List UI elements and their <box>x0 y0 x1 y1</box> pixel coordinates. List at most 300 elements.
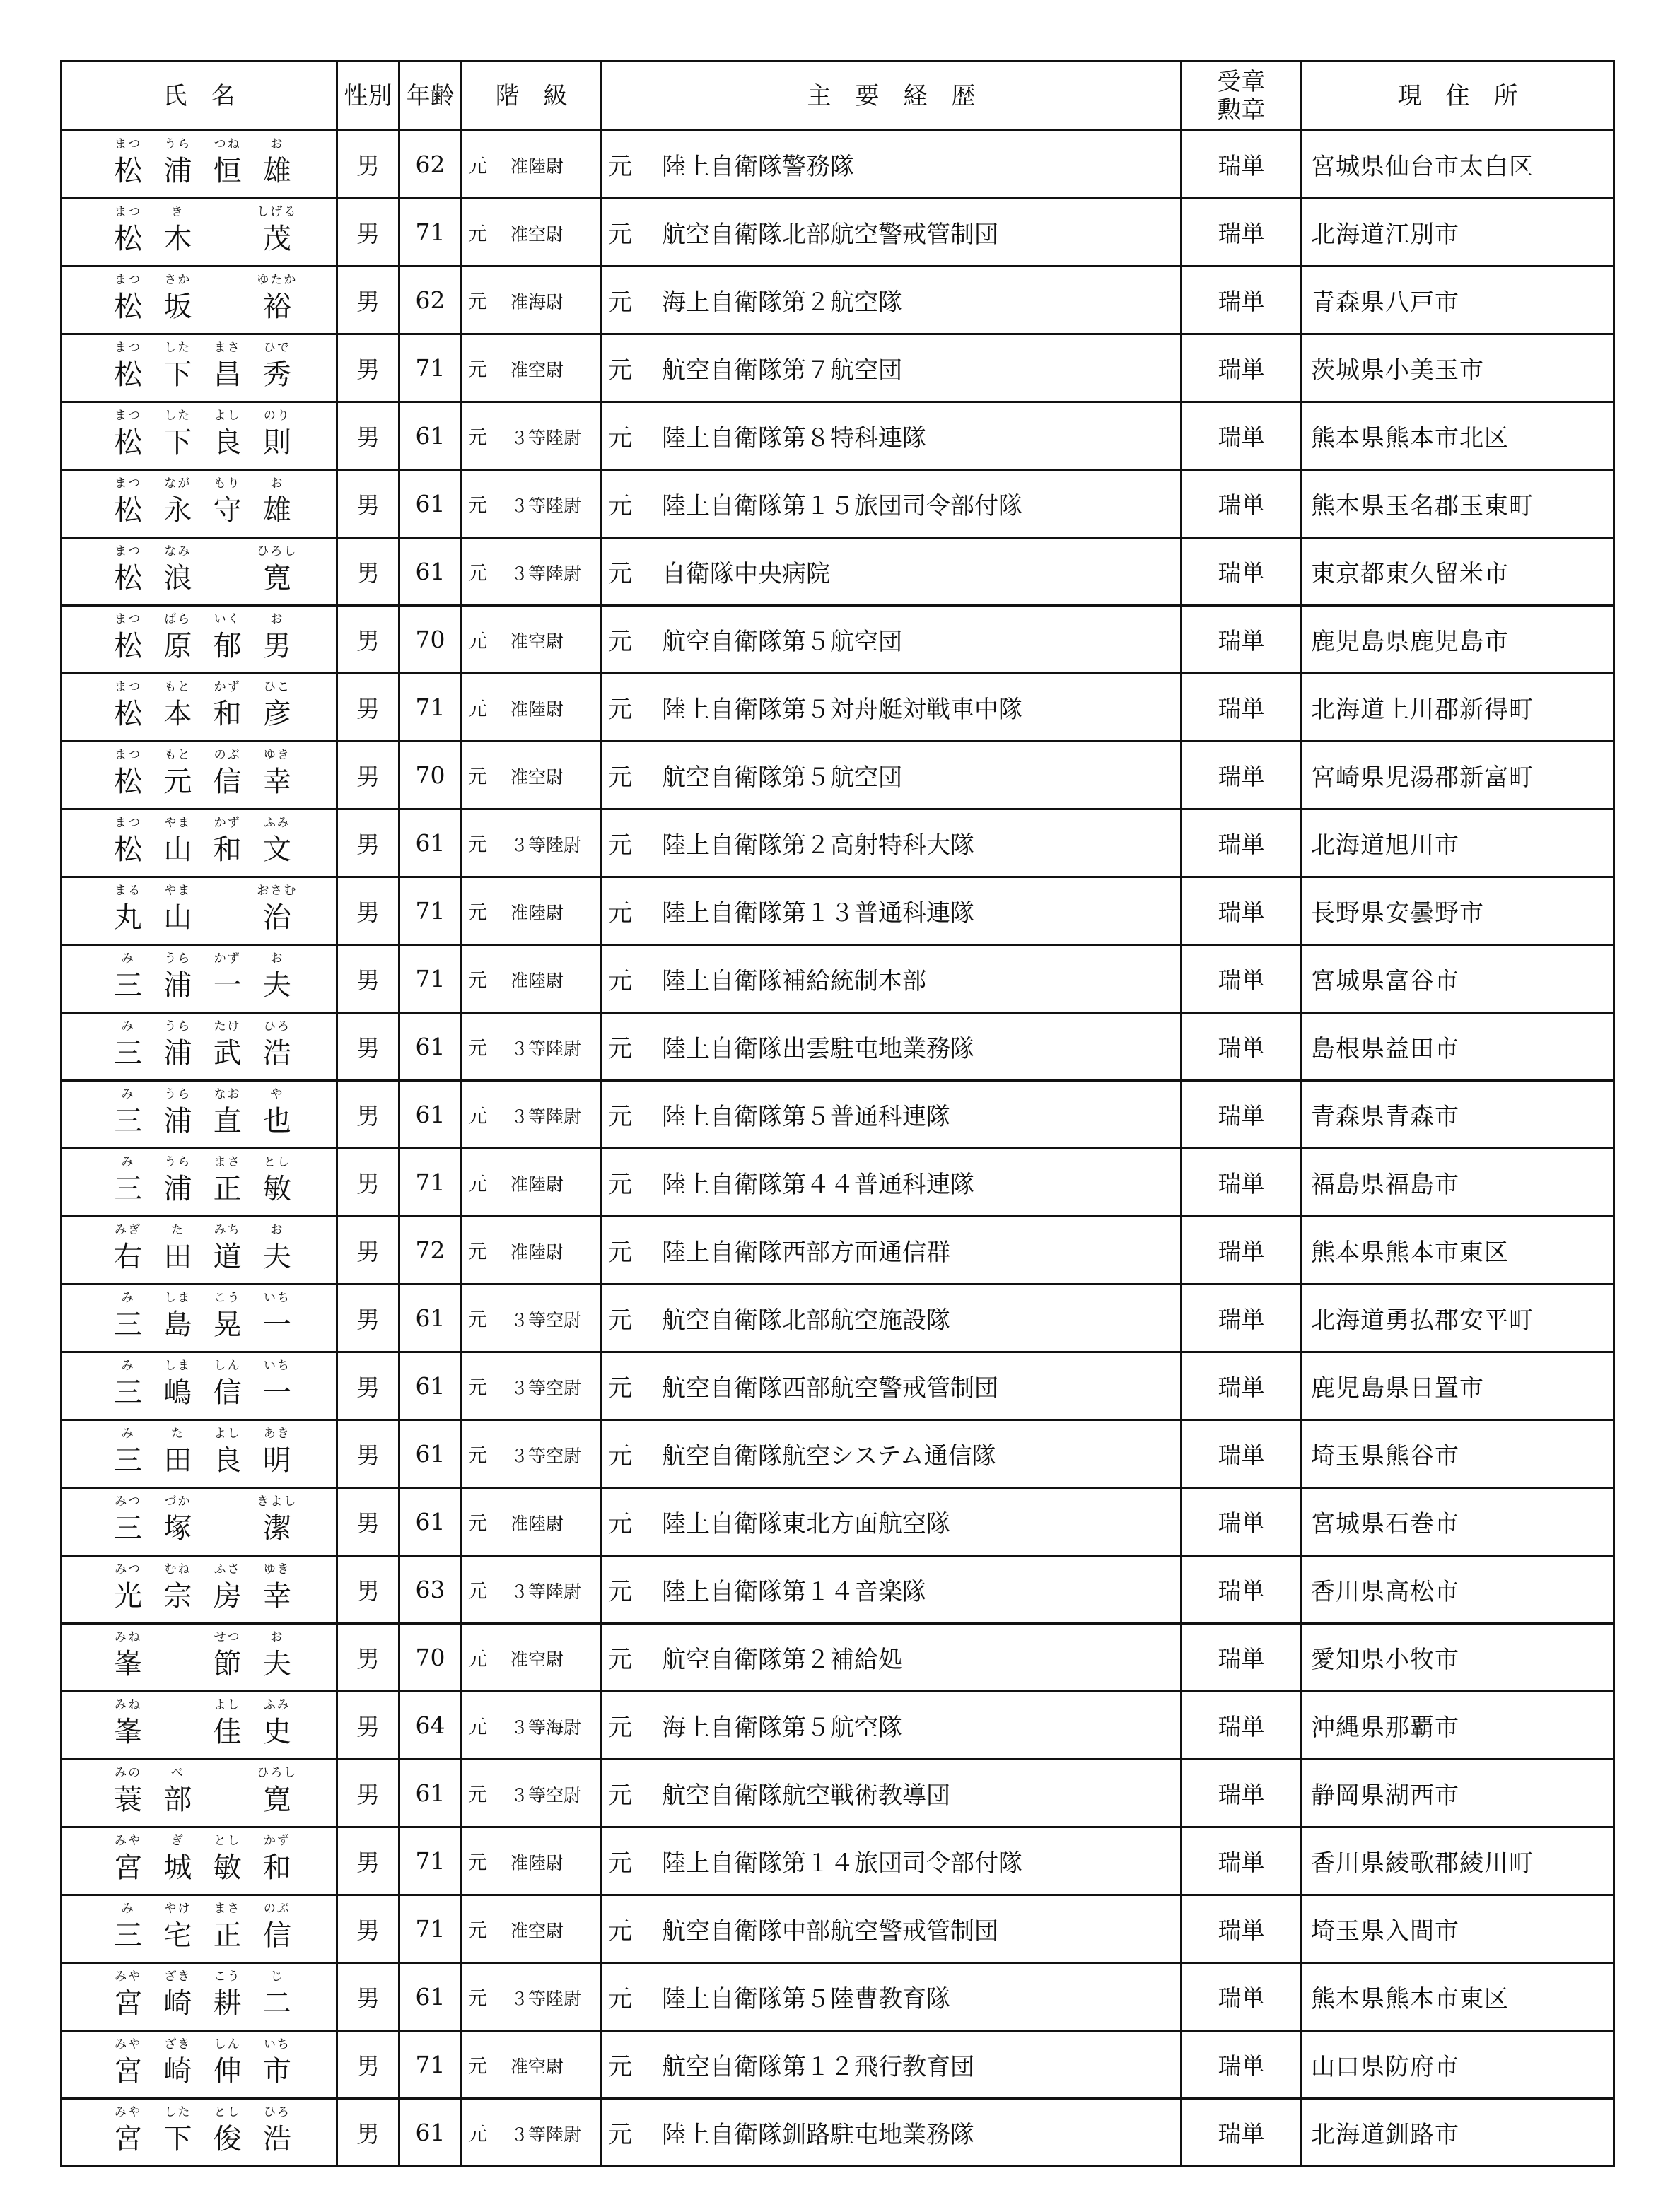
name-ruby: うら <box>164 952 192 966</box>
name-ruby: ゆき <box>263 748 291 762</box>
name-ruby: ひろ <box>263 2105 291 2119</box>
career-text: 陸上自衛隊第１５旅団司令部付隊 <box>662 492 1022 520</box>
name-ruby: た <box>170 1427 185 1441</box>
career-text: 航空自衛隊第５航空団 <box>662 628 902 656</box>
name-cell <box>62 1081 337 1149</box>
name-ruby: もり <box>214 476 241 491</box>
career-former: 元 <box>608 1917 632 1945</box>
career-cell <box>602 2099 1182 2167</box>
award-cell: 瑞単 <box>1182 334 1302 402</box>
name-ruby: みね <box>115 1698 142 1712</box>
name-kanji: 夫 <box>262 969 291 1002</box>
address-cell: 山口県防府市 <box>1302 2031 1614 2099</box>
career-text: 陸上自衛隊第４４普通科連隊 <box>662 1171 974 1199</box>
name-kanji: 原 <box>163 630 192 662</box>
name-cell <box>62 809 337 877</box>
sex-cell: 男 <box>337 674 399 742</box>
name-ruby: まつ <box>115 748 142 762</box>
name-char <box>103 544 153 604</box>
age-cell: 61 <box>399 2099 462 2167</box>
career-cell <box>602 1081 1182 1149</box>
rank-cell <box>462 538 602 606</box>
name-ruby: ひで <box>263 341 291 355</box>
name-kanji: 三 <box>114 1105 143 1137</box>
award-cell: 瑞単 <box>1182 809 1302 877</box>
name-kanji: 一 <box>262 1376 291 1409</box>
name-char <box>203 409 252 469</box>
career-former: 元 <box>608 696 632 724</box>
name-ruby: いく <box>214 612 241 626</box>
name-char <box>153 2037 202 2097</box>
rank-former: 元 <box>468 1377 487 1399</box>
rank-label: 准空尉 <box>511 224 564 245</box>
name-char <box>153 748 202 808</box>
name-kanji: 明 <box>262 1444 291 1477</box>
name-char <box>103 1427 153 1487</box>
age-cell: 61 <box>399 1013 462 1081</box>
sex-cell: 男 <box>337 945 399 1013</box>
award-cell: 瑞単 <box>1182 606 1302 674</box>
rank-former: 元 <box>468 698 487 720</box>
name-kanji: 宗 <box>163 1580 192 1613</box>
sex-cell: 男 <box>337 1420 399 1488</box>
name-char <box>153 1766 202 1826</box>
career-former: 元 <box>608 763 632 792</box>
address-cell: 北海道勇払郡安平町 <box>1302 1285 1614 1352</box>
address-cell: 熊本県熊本市東区 <box>1302 1963 1614 2031</box>
name-kanji: 浩 <box>262 1037 291 1070</box>
name-char <box>252 2105 302 2165</box>
name-char <box>252 1223 302 1283</box>
rank-label: 准空尉 <box>511 360 564 380</box>
career-former: 元 <box>608 492 632 520</box>
rank-label: ３等空尉 <box>511 1785 582 1806</box>
name-ruby: まさ <box>214 1902 241 1916</box>
rank-former: 元 <box>468 1241 487 1263</box>
sex-cell: 男 <box>337 1556 399 1624</box>
rank-former: 元 <box>468 902 487 924</box>
age-cell: 62 <box>399 131 462 199</box>
rank-label: ３等空尉 <box>511 1378 582 1398</box>
name-kanji: 浦 <box>163 155 192 187</box>
name-ruby: のぶ <box>263 1902 291 1916</box>
career-former: 元 <box>608 2121 632 2149</box>
name-kanji: 永 <box>163 494 192 527</box>
name-cell <box>62 1624 337 1692</box>
name-ruby: お <box>270 1223 284 1237</box>
rank-cell <box>462 1420 602 1488</box>
name-char <box>203 1359 252 1419</box>
age-cell: 61 <box>399 809 462 877</box>
name-ruby: まつ <box>115 476 142 491</box>
name-char <box>103 884 153 944</box>
rank-label: ３等陸尉 <box>511 2124 582 2145</box>
career-cell <box>602 1827 1182 1895</box>
name-char <box>153 341 202 401</box>
career-text: 陸上自衛隊第５対舟艇対戦車中隊 <box>662 696 1022 724</box>
name-ruby: まつ <box>115 341 142 355</box>
header-row <box>62 62 1614 131</box>
age-cell: 61 <box>399 470 462 538</box>
name-ruby: なみ <box>164 544 192 558</box>
name-kanji: 浩 <box>262 2123 291 2155</box>
award-cell: 瑞単 <box>1182 1420 1302 1488</box>
sex-cell: 男 <box>337 877 399 945</box>
name-char <box>252 680 302 740</box>
name-ruby: よし <box>214 1698 241 1712</box>
rank-former: 元 <box>468 766 487 788</box>
rank-label: ３等陸尉 <box>511 1989 582 2009</box>
name-kanji: 下 <box>163 2123 192 2155</box>
rank-label: 准空尉 <box>511 2056 564 2077</box>
rank-label: ３等陸尉 <box>511 496 582 516</box>
rank-former: 元 <box>468 359 487 381</box>
name-kanji: 裕 <box>262 291 291 323</box>
name-ruby: まさ <box>214 1155 241 1169</box>
name-char <box>153 1834 202 1894</box>
name-cell <box>62 1827 337 1895</box>
name-kanji: 元 <box>163 766 192 798</box>
rank-label: ３等陸尉 <box>511 1038 582 1059</box>
name-char <box>103 273 153 333</box>
name-kanji: 男 <box>262 630 291 662</box>
name-kanji: 部 <box>163 1784 192 1816</box>
name-char <box>252 1970 302 2030</box>
name-char <box>203 476 252 537</box>
name-kanji: 市 <box>262 2055 291 2088</box>
name-kanji: 城 <box>163 1851 192 1884</box>
name-kanji: 山 <box>163 901 192 934</box>
name-char <box>252 2037 302 2097</box>
career-text: 航空自衛隊北部航空施設隊 <box>662 1306 950 1335</box>
address-cell: 愛知県小牧市 <box>1302 1624 1614 1692</box>
name-kanji: 右 <box>114 1241 143 1273</box>
sex-cell: 男 <box>337 1488 399 1556</box>
rank-label: 准陸尉 <box>511 971 564 991</box>
rank-label: ３等空尉 <box>511 1446 582 1466</box>
sex-cell: 男 <box>337 742 399 809</box>
name-kanji: 信 <box>262 1919 291 1952</box>
address-cell: 長野県安曇野市 <box>1302 877 1614 945</box>
name-char <box>252 205 302 265</box>
rank-cell <box>462 1760 602 1827</box>
career-cell <box>602 267 1182 334</box>
name-char <box>103 952 153 1012</box>
address-cell: 福島県福島市 <box>1302 1149 1614 1217</box>
name-ruby: お <box>270 137 284 151</box>
name-ruby: みや <box>115 2105 142 2119</box>
name-kanji: 茂 <box>262 223 291 255</box>
career-former: 元 <box>608 1103 632 1131</box>
name-ruby: した <box>164 2105 192 2119</box>
name-ruby: み <box>121 1019 135 1034</box>
career-text: 自衛隊中央病院 <box>662 560 830 588</box>
name-char <box>153 2105 202 2165</box>
name-char <box>252 1834 302 1894</box>
name-kanji: 夫 <box>262 1241 291 1273</box>
age-cell: 71 <box>399 199 462 267</box>
age-cell: 71 <box>399 945 462 1013</box>
name-kanji: 二 <box>262 1987 291 2020</box>
name-char <box>203 1019 252 1079</box>
name-kanji: 信 <box>213 766 242 798</box>
career-text: 陸上自衛隊第１４音楽隊 <box>662 1578 926 1606</box>
name-kanji: 則 <box>262 426 291 459</box>
name-kanji: 松 <box>114 155 143 187</box>
career-cell <box>602 1013 1182 1081</box>
name-kanji: 田 <box>163 1241 192 1273</box>
name-kanji: 也 <box>262 1105 291 1137</box>
sex-cell: 男 <box>337 1624 399 1692</box>
name-kanji: 松 <box>114 358 143 391</box>
name-ruby: うら <box>164 1155 192 1169</box>
rank-cell <box>462 742 602 809</box>
name-ruby: べ <box>170 1766 185 1780</box>
rank-cell <box>462 131 602 199</box>
name-char <box>252 1019 302 1079</box>
award-cell: 瑞単 <box>1182 945 1302 1013</box>
address-cell: 北海道釧路市 <box>1302 2099 1614 2167</box>
name-char <box>103 1019 153 1079</box>
name-char <box>103 1970 153 2030</box>
career-cell <box>602 1285 1182 1352</box>
name-ruby: やま <box>164 816 192 830</box>
name-char <box>252 1902 302 1962</box>
name-ruby: ひろし <box>257 544 298 558</box>
name-kanji: 宮 <box>114 1851 143 1884</box>
name-kanji: 丸 <box>114 901 143 934</box>
table-row <box>62 1827 1614 1895</box>
name-ruby: み <box>121 952 135 966</box>
career-cell <box>602 199 1182 267</box>
name-char <box>203 1223 252 1283</box>
rank-label: 准空尉 <box>511 1649 564 1670</box>
name-ruby: しん <box>214 2037 241 2052</box>
name-ruby: み <box>121 1427 135 1441</box>
name-ruby: み <box>121 1155 135 1169</box>
name-kanji: 山 <box>163 833 192 866</box>
name-kanji: 三 <box>114 1919 143 1952</box>
address-cell: 熊本県玉名郡玉東町 <box>1302 470 1614 538</box>
name-kanji: 浦 <box>163 969 192 1002</box>
address-cell: 鹿児島県日置市 <box>1302 1352 1614 1420</box>
career-text: 陸上自衛隊第１４旅団司令部付隊 <box>662 1849 1022 1878</box>
name-char <box>153 1630 202 1690</box>
age-cell: 71 <box>399 2031 462 2099</box>
table-row <box>62 1352 1614 1420</box>
rank-cell <box>462 809 602 877</box>
rank-cell <box>462 1217 602 1285</box>
rank-former: 元 <box>468 1988 487 2010</box>
name-cell <box>62 1013 337 1081</box>
name-char <box>153 1902 202 1962</box>
award-cell: 瑞単 <box>1182 402 1302 470</box>
address-cell: 宮崎県児湯郡新富町 <box>1302 742 1614 809</box>
name-ruby: よし <box>214 1427 241 1441</box>
name-cell <box>62 1149 337 1217</box>
rank-label: ３等空尉 <box>511 1310 582 1330</box>
career-text: 航空自衛隊西部航空警戒管制団 <box>662 1374 998 1403</box>
career-cell <box>602 1420 1182 1488</box>
name-ruby: みぎ <box>115 1223 142 1237</box>
career-former: 元 <box>608 1171 632 1199</box>
rank-former: 元 <box>468 1716 487 1738</box>
name-char <box>203 1970 252 2030</box>
career-text: 航空自衛隊第２補給処 <box>662 1646 902 1674</box>
name-kanji: 良 <box>213 426 242 459</box>
sex-cell: 男 <box>337 1081 399 1149</box>
table-row <box>62 606 1614 674</box>
name-ruby: づか <box>164 1494 192 1509</box>
name-char <box>252 1155 302 1215</box>
name-kanji: 松 <box>114 494 143 527</box>
name-ruby: むね <box>164 1562 192 1576</box>
career-former: 元 <box>608 1374 632 1403</box>
name-char <box>103 816 153 876</box>
career-former: 元 <box>608 288 632 317</box>
name-kanji: 宅 <box>163 1919 192 1952</box>
career-cell <box>602 945 1182 1013</box>
name-ruby: かず <box>214 952 241 966</box>
name-cell <box>62 674 337 742</box>
age-cell: 61 <box>399 1420 462 1488</box>
career-text: 陸上自衛隊第２高射特科大隊 <box>662 831 974 860</box>
address-cell: 宮城県石巻市 <box>1302 1488 1614 1556</box>
sex-cell: 男 <box>337 606 399 674</box>
name-cell <box>62 1963 337 2031</box>
table-row <box>62 334 1614 402</box>
name-kanji: 雄 <box>262 494 291 527</box>
career-former: 元 <box>608 1849 632 1878</box>
name-kanji: 昌 <box>213 358 242 391</box>
career-cell <box>602 1624 1182 1692</box>
sex-cell: 男 <box>337 538 399 606</box>
career-former: 元 <box>608 1442 632 1470</box>
career-former: 元 <box>608 1985 632 2013</box>
name-kanji: 松 <box>114 291 143 323</box>
name-ruby: もと <box>164 748 192 762</box>
name-char <box>203 1902 252 1962</box>
name-ruby: まつ <box>115 137 142 151</box>
sex-cell: 男 <box>337 809 399 877</box>
name-kanji: 宮 <box>114 2055 143 2088</box>
address-cell: 青森県八戸市 <box>1302 267 1614 334</box>
name-cell <box>62 267 337 334</box>
rank-cell <box>462 1556 602 1624</box>
address-cell: 茨城県小美玉市 <box>1302 334 1614 402</box>
rank-former: 元 <box>468 1309 487 1331</box>
rank-cell <box>462 1692 602 1760</box>
rank-cell <box>462 1149 602 1217</box>
name-char <box>203 884 252 944</box>
name-cell <box>62 1217 337 1285</box>
name-char <box>252 816 302 876</box>
rank-former: 元 <box>468 427 487 449</box>
name-kanji: 松 <box>114 223 143 255</box>
name-char <box>203 2105 252 2165</box>
sex-cell: 男 <box>337 199 399 267</box>
sex-cell: 男 <box>337 1217 399 1285</box>
career-former: 元 <box>608 899 632 927</box>
rank-cell <box>462 2031 602 2099</box>
name-ruby: せつ <box>214 1630 241 1644</box>
name-char <box>103 748 153 808</box>
name-ruby: じ <box>270 1970 284 1984</box>
name-ruby: ざき <box>164 2037 192 2052</box>
name-char <box>153 1698 202 1758</box>
career-cell <box>602 538 1182 606</box>
career-former: 元 <box>608 1646 632 1674</box>
name-ruby: おさむ <box>257 884 298 898</box>
name-ruby: しん <box>214 1359 241 1373</box>
table-row <box>62 1420 1614 1488</box>
rank-cell <box>462 2099 602 2167</box>
name-ruby: み <box>121 1291 135 1305</box>
name-ruby: こう <box>214 1291 241 1305</box>
name-kanji: 秀 <box>262 358 291 391</box>
name-cell <box>62 131 337 199</box>
career-cell <box>602 809 1182 877</box>
name-char <box>203 205 252 265</box>
rank-former: 元 <box>468 1920 487 1942</box>
rank-former: 元 <box>468 291 487 313</box>
name-char <box>103 1630 153 1690</box>
rank-label: 准陸尉 <box>511 1514 564 1534</box>
address-cell: 北海道江別市 <box>1302 199 1614 267</box>
name-kanji: 伸 <box>213 2055 242 2088</box>
header-name: 氏 名 <box>62 62 337 131</box>
name-ruby: お <box>270 476 284 491</box>
name-ruby: お <box>270 1630 284 1644</box>
sex-cell: 男 <box>337 1760 399 1827</box>
award-cell: 瑞単 <box>1182 1488 1302 1556</box>
sex-cell: 男 <box>337 1827 399 1895</box>
sex-cell: 男 <box>337 2099 399 2167</box>
career-text: 航空自衛隊北部航空警戒管制団 <box>662 221 998 249</box>
name-kanji: 治 <box>262 901 291 934</box>
name-char <box>203 1155 252 1215</box>
name-kanji: 木 <box>163 223 192 255</box>
name-char <box>103 1359 153 1419</box>
name-char <box>203 1087 252 1147</box>
name-kanji: 彦 <box>262 698 291 730</box>
award-cell: 瑞単 <box>1182 538 1302 606</box>
name-char <box>103 137 153 197</box>
rank-label: 准陸尉 <box>511 699 564 720</box>
name-char <box>153 1427 202 1487</box>
name-ruby: み <box>121 1087 135 1101</box>
name-kanji: 雄 <box>262 155 291 187</box>
career-cell <box>602 877 1182 945</box>
name-ruby: や <box>270 1087 284 1101</box>
name-kanji: 三 <box>114 1309 143 1341</box>
career-text: 陸上自衛隊西部方面通信群 <box>662 1239 950 1267</box>
sex-cell: 男 <box>337 131 399 199</box>
address-cell: 島根県益田市 <box>1302 1013 1614 1081</box>
address-cell: 東京都東久留米市 <box>1302 538 1614 606</box>
rank-former: 元 <box>468 156 487 177</box>
career-cell <box>602 1760 1182 1827</box>
name-kanji: 坂 <box>163 291 192 323</box>
rank-cell <box>462 1013 602 1081</box>
table-row <box>62 945 1614 1013</box>
name-kanji: 一 <box>262 1309 291 1341</box>
name-kanji: 松 <box>114 698 143 730</box>
career-text: 航空自衛隊中部航空警戒管制団 <box>662 1917 998 1945</box>
award-cell: 瑞単 <box>1182 742 1302 809</box>
career-cell <box>602 1217 1182 1285</box>
sex-cell: 男 <box>337 1963 399 2031</box>
